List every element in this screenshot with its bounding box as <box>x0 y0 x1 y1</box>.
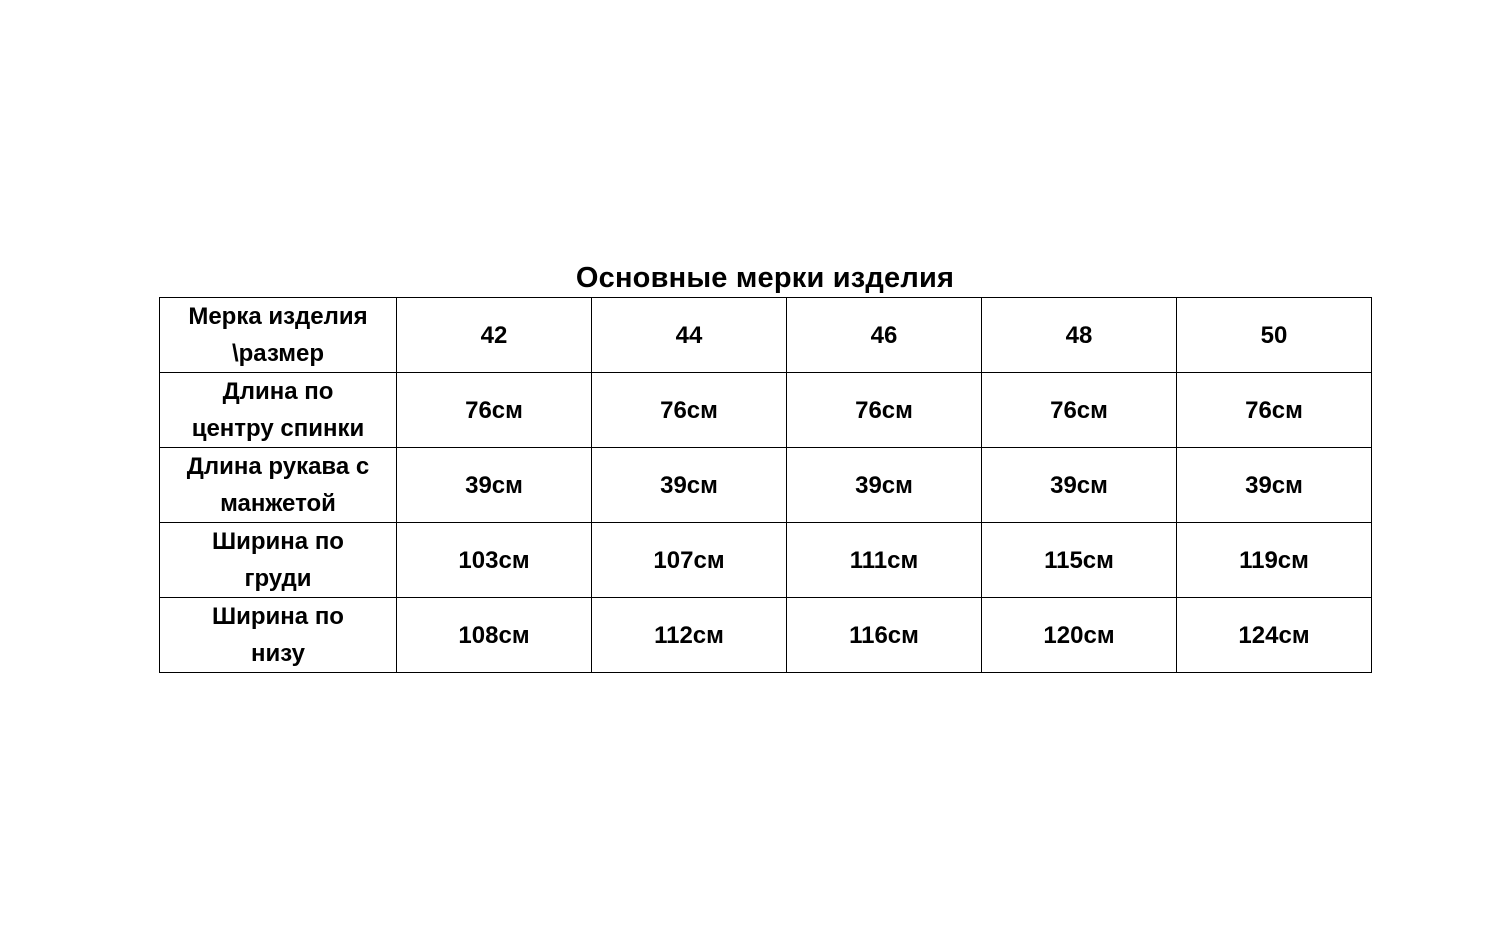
header-row <box>160 298 1372 373</box>
row-label-cell <box>160 598 397 673</box>
table-row <box>160 598 1372 673</box>
value-cell: 76см <box>1177 373 1372 448</box>
value-cell: 108см <box>397 598 592 673</box>
row-label-line1: Ширина по <box>212 528 344 555</box>
value-cell: 76см <box>787 373 982 448</box>
row-label-line1: Длина рукава с <box>186 453 370 480</box>
value-cell: 39см <box>397 448 592 523</box>
row-label-cell <box>160 373 397 448</box>
size-chart-table <box>159 297 1372 673</box>
value-cell: 39см <box>592 448 787 523</box>
header-label-line1: Мерка изделия <box>188 303 368 330</box>
table-row <box>160 523 1372 598</box>
size-header-cell: 46 <box>787 298 982 373</box>
value-cell: 39см <box>1177 448 1372 523</box>
value-cell: 120см <box>982 598 1177 673</box>
row-label-line2: низу <box>251 640 305 667</box>
row-label-line2: груди <box>244 565 312 592</box>
table-row <box>160 373 1372 448</box>
value-cell: 103см <box>397 523 592 598</box>
value-cell: 76см <box>592 373 787 448</box>
value-cell: 111см <box>787 523 982 598</box>
value-cell: 39см <box>982 448 1177 523</box>
row-label-cell <box>160 523 397 598</box>
value-cell: 112см <box>592 598 787 673</box>
value-cell: 39см <box>787 448 982 523</box>
row-label-line2: манжетой <box>220 490 336 517</box>
table-row <box>160 448 1372 523</box>
size-header-cell: 42 <box>397 298 592 373</box>
value-cell: 76см <box>982 373 1177 448</box>
size-header-cell: 50 <box>1177 298 1372 373</box>
row-label-line1: Ширина по <box>212 603 344 630</box>
row-label-line1: Длина по <box>222 378 334 405</box>
header-label-line2: \размер <box>231 340 325 367</box>
header-label-cell <box>160 298 397 373</box>
row-label-cell <box>160 448 397 523</box>
size-header-cell: 44 <box>592 298 787 373</box>
table-title: Основные мерки изделия <box>575 262 955 294</box>
row-label-line2: центру спинки <box>191 415 365 442</box>
value-cell: 116см <box>787 598 982 673</box>
value-cell: 115см <box>982 523 1177 598</box>
value-cell: 124см <box>1177 598 1372 673</box>
value-cell: 107см <box>592 523 787 598</box>
value-cell: 76см <box>397 373 592 448</box>
value-cell: 119см <box>1177 523 1372 598</box>
size-header-cell: 48 <box>982 298 1177 373</box>
